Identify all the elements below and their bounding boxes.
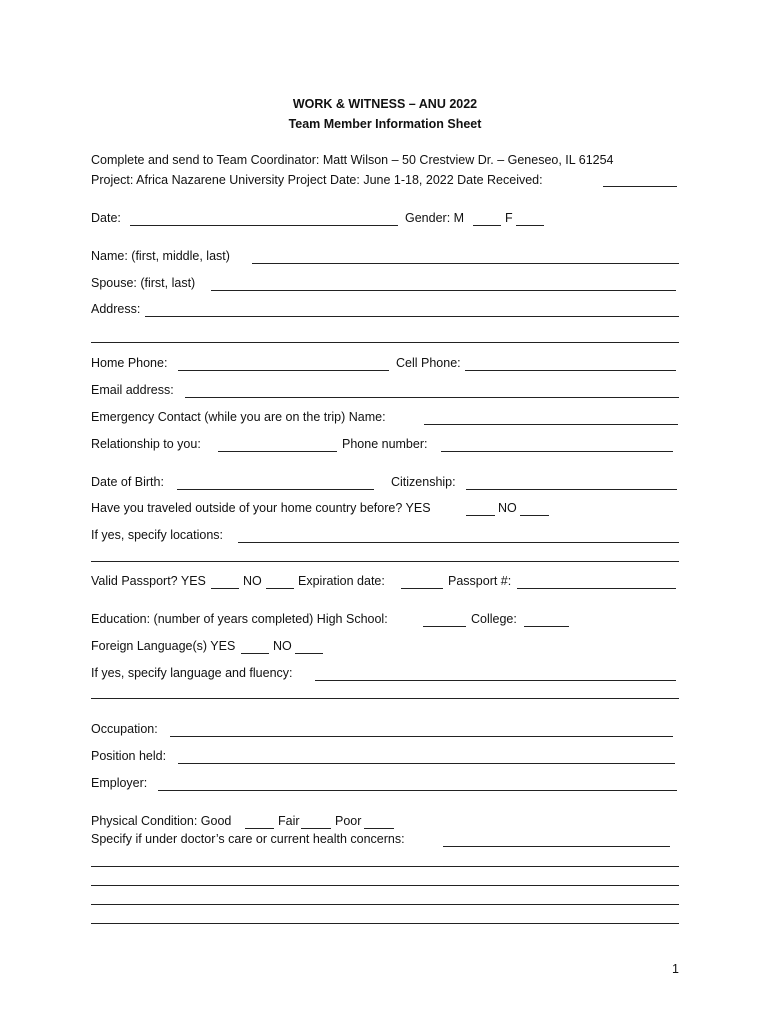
gender-m-label: Gender: M bbox=[405, 211, 465, 225]
phone-number-field[interactable] bbox=[441, 451, 673, 452]
passport-number-field[interactable] bbox=[517, 588, 676, 589]
traveled-label: Have you traveled outside of your home country before? YES bbox=[91, 501, 431, 515]
gender-f-label: F bbox=[505, 211, 513, 225]
passport-label: Valid Passport? YES bbox=[91, 574, 206, 588]
language-no-label: NO bbox=[273, 639, 292, 653]
locations-field[interactable] bbox=[238, 542, 679, 543]
employer-field[interactable] bbox=[158, 790, 677, 791]
passport-no-field[interactable] bbox=[266, 588, 294, 589]
language-label: Foreign Language(s) YES bbox=[91, 639, 236, 653]
expiration-label: Expiration date: bbox=[298, 574, 385, 588]
emergency-contact-label: Emergency Contact (while you are on the trip) Name: bbox=[91, 410, 386, 424]
health-concerns-field[interactable] bbox=[443, 846, 670, 847]
name-field[interactable] bbox=[252, 263, 679, 264]
coordinator-instructions: Complete and send to Team Coordinator: Matt Wilson – 50 Crestview Dr. – Geneseo, IL 61254 bbox=[91, 153, 614, 167]
date-label: Date: bbox=[91, 211, 121, 225]
college-label: College: bbox=[471, 612, 517, 626]
passport-no-label: NO bbox=[243, 574, 262, 588]
form-subtitle: Team Member Information Sheet bbox=[288, 117, 482, 131]
page-number: 1 bbox=[672, 962, 679, 976]
spouse-label: Spouse: (first, last) bbox=[91, 276, 196, 290]
poor-label: Poor bbox=[335, 814, 362, 828]
occupation-label: Occupation: bbox=[91, 722, 158, 736]
poor-field[interactable] bbox=[364, 828, 394, 829]
health-concerns-line2[interactable] bbox=[91, 866, 679, 867]
occupation-field[interactable] bbox=[170, 736, 673, 737]
project-info: Project: Africa Nazarene University Project Date: June 1-18, 2022 Date Received: bbox=[91, 173, 543, 187]
cell-phone-field[interactable] bbox=[465, 370, 676, 371]
traveled-yes-field[interactable] bbox=[466, 515, 495, 516]
education-label: Education: (number of years completed) High School: bbox=[91, 612, 388, 626]
physical-condition-label: Physical Condition: Good bbox=[91, 814, 232, 828]
traveled-no-field[interactable] bbox=[520, 515, 549, 516]
locations-label: If yes, specify locations: bbox=[91, 528, 224, 542]
email-label: Email address: bbox=[91, 383, 174, 397]
passport-yes-field[interactable] bbox=[211, 588, 239, 589]
expiration-field[interactable] bbox=[401, 588, 443, 589]
form-title: WORK & WITNESS – ANU 2022 bbox=[292, 97, 478, 111]
phone-number-label: Phone number: bbox=[342, 437, 428, 451]
fluency-label: If yes, specify language and fluency: bbox=[91, 666, 293, 680]
passport-number-label: Passport #: bbox=[448, 574, 512, 588]
high-school-field[interactable] bbox=[423, 626, 466, 627]
college-field[interactable] bbox=[524, 626, 569, 627]
position-field[interactable] bbox=[178, 763, 675, 764]
address-label: Address: bbox=[91, 302, 141, 316]
date-field[interactable] bbox=[130, 225, 398, 226]
home-phone-field[interactable] bbox=[178, 370, 389, 371]
fluency-field[interactable] bbox=[315, 680, 676, 681]
relationship-field[interactable] bbox=[218, 451, 337, 452]
emergency-contact-field[interactable] bbox=[424, 424, 678, 425]
gender-m-field[interactable] bbox=[473, 225, 501, 226]
language-yes-field[interactable] bbox=[241, 653, 269, 654]
name-label: Name: (first, middle, last) bbox=[91, 249, 230, 263]
locations-field-line2[interactable] bbox=[91, 561, 679, 562]
health-concerns-label: Specify if under doctor’s care or current health concerns: bbox=[91, 832, 405, 846]
cell-phone-label: Cell Phone: bbox=[396, 356, 461, 370]
fair-label: Fair bbox=[278, 814, 300, 828]
fluency-field-line2[interactable] bbox=[91, 698, 679, 699]
email-field[interactable] bbox=[185, 397, 679, 398]
health-concerns-line3[interactable] bbox=[91, 885, 679, 886]
relationship-label: Relationship to you: bbox=[91, 437, 201, 451]
citizenship-field[interactable] bbox=[466, 489, 677, 490]
good-field[interactable] bbox=[245, 828, 274, 829]
citizenship-label: Citizenship: bbox=[391, 475, 456, 489]
health-concerns-line5[interactable] bbox=[91, 923, 679, 924]
dob-field[interactable] bbox=[177, 489, 374, 490]
employer-label: Employer: bbox=[91, 776, 148, 790]
health-concerns-line4[interactable] bbox=[91, 904, 679, 905]
home-phone-label: Home Phone: bbox=[91, 356, 168, 370]
dob-label: Date of Birth: bbox=[91, 475, 164, 489]
address-field-line2[interactable] bbox=[91, 342, 679, 343]
date-received-field[interactable] bbox=[603, 186, 677, 187]
fair-field[interactable] bbox=[301, 828, 331, 829]
address-field[interactable] bbox=[145, 316, 679, 317]
spouse-field[interactable] bbox=[211, 290, 676, 291]
traveled-no-label: NO bbox=[498, 501, 517, 515]
language-no-field[interactable] bbox=[295, 653, 323, 654]
gender-f-field[interactable] bbox=[516, 225, 544, 226]
position-label: Position held: bbox=[91, 749, 167, 763]
